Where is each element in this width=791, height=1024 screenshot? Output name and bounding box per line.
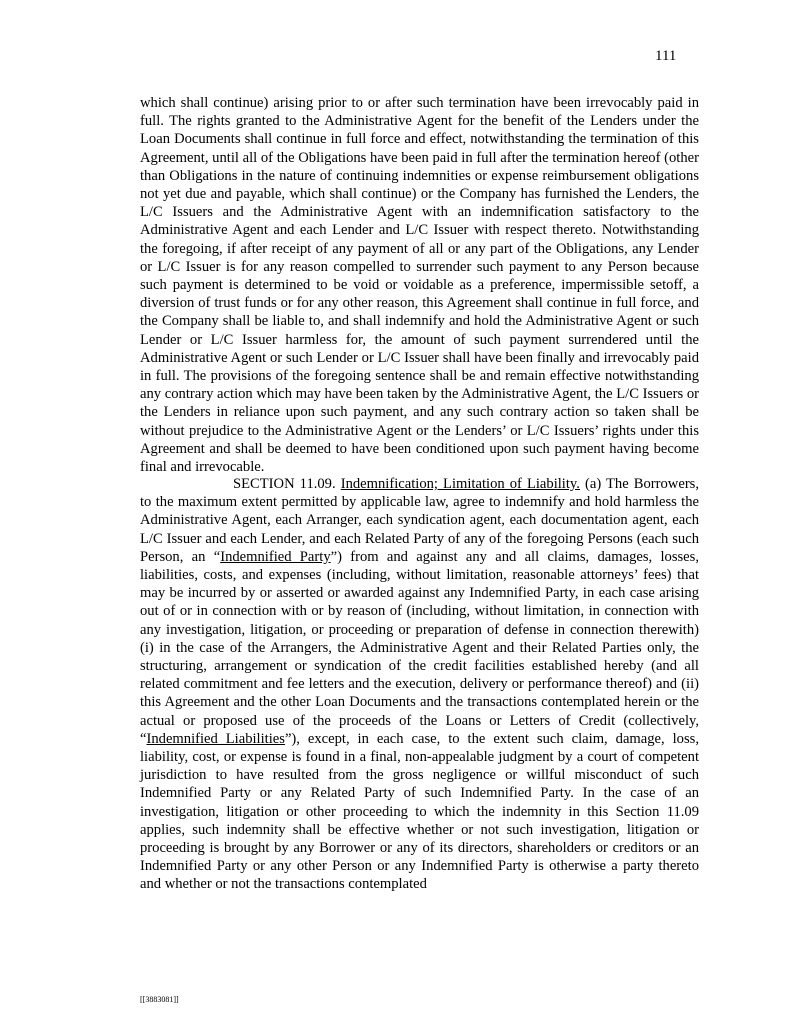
continuation-paragraph	[140, 94, 699, 476]
section-text-part-c: ”), except, in each case, to the extent such claim, damage, loss, liability, cost, or expense is found in a final, non-appealable judgment by a court of competent jurisdiction to have resulted from the gross negligence or willful misconduct of such Indemnified Party or any Related Party of such Indemnified Party. In the case of an investigation, litigation or other proceeding to which the indemnity in this Section 11.09 applies, such indemnity shall be effective whether or not such investigation, litigation or proceeding is brought by any Borrower or any of its directors, shareholders or creditors or an Indemnified Party or any other Person or any Indemnified Party is otherwise a party thereto and whether or not the transactions contemplated	[140, 730, 699, 893]
defined-term-indemnified-party: Indemnified Party	[220, 548, 331, 565]
section-number: SECTION 11.09.	[233, 476, 336, 492]
section-text-part-b: ”) from and against any and all claims, damages, losses, liabilities, costs, and expenses (including, without limitation, reasonable attorneys’ fees) that may be incurred by or asserted or awarded against any Indemnified Party, in each case arising out of or in connection with or by reason of (including, without limitation, in connection with any investigation, litigation, or proceeding or preparation of defense in connection therewith) (i) in the case of the Arrangers, the Administrative Agent and their Related Parties only, the structuring, arrangement or syndication of the credit facilities established hereby (and all related commitment and fee letters and the execution, delivery or performance thereof) and (ii) this Agreement and the other Loan Documents and the transactions contemplated herein or the actual or proposed use of the proceeds of the Loans or Letters of Credit (collectively, “	[140, 548, 699, 747]
document-id: [[3883081]]	[140, 995, 179, 1004]
section-heading: Indemnification; Limitation of Liability.	[340, 476, 580, 492]
continuation-paragraph-text: which shall continue) arising prior to or after such termination have been irrevocably paid in full. The rights granted to the Administrative Agent for the benefit of the Lenders under the Loan Documents shall continue in full force and effect, notwithstanding the termination of this Agreement, until all of the Obligations have been paid in full after the termination hereof (other than Obligations in the nature of continuing indemnities or expense reimbursement obligations not yet due and payable, which shall continue) or the Company has furnished the Lenders, the L/C Issuers and the Administrative Agent with an indemnification satisfactory to the Administrative Agent and each Lender and L/C Issuer with respect thereto. Notwithstanding the foregoing, if after receipt of any payment of all or any part of the Obligations, any Lender or L/C Issuer is for any reason compelled to surrender such payment to any Person because such payment is determined to be void or voidable as a preference, impermissible setoff, a diversion of trust funds or for any other reason, this Agreement shall continue in full force, and the Company shall be liable to, and shall indemnify and hold the Administrative Agent or such Lender or L/C Issuer harmless for, the amount of such payment surrendered until the Administrative Agent or such Lender or L/C Issuer shall have been finally and irrevocably paid in full. The provisions of the foregoing sentence shall be and remain effective notwithstanding any contrary action which may have been taken by the Administrative Agent, the L/C Issuers or the Lenders in reliance upon such payment, and any such contrary action so taken shall be without prejudice to the Administrative Agent or the Lenders’ or L/C Issuers’ rights under this Agreement and shall be deemed to have been conditioned upon such payment having become final and irrevocable.	[140, 95, 699, 476]
section-text-part-a: (a) The Borrowers, to the maximum extent permitted by applicable law, agree to indemnify and hold harmless the Administrative Agent, each Arranger, each syndication agent, each documentation agent, each L/C Issuer and each Lender, and each Related Party of any of the foregoing Persons (each such Person, an “	[140, 476, 700, 565]
page-number: 111	[655, 48, 677, 64]
section-11-09-paragraph	[140, 475, 699, 894]
defined-term-indemnified-liabilities: Indemnified Liabilities	[146, 730, 285, 747]
